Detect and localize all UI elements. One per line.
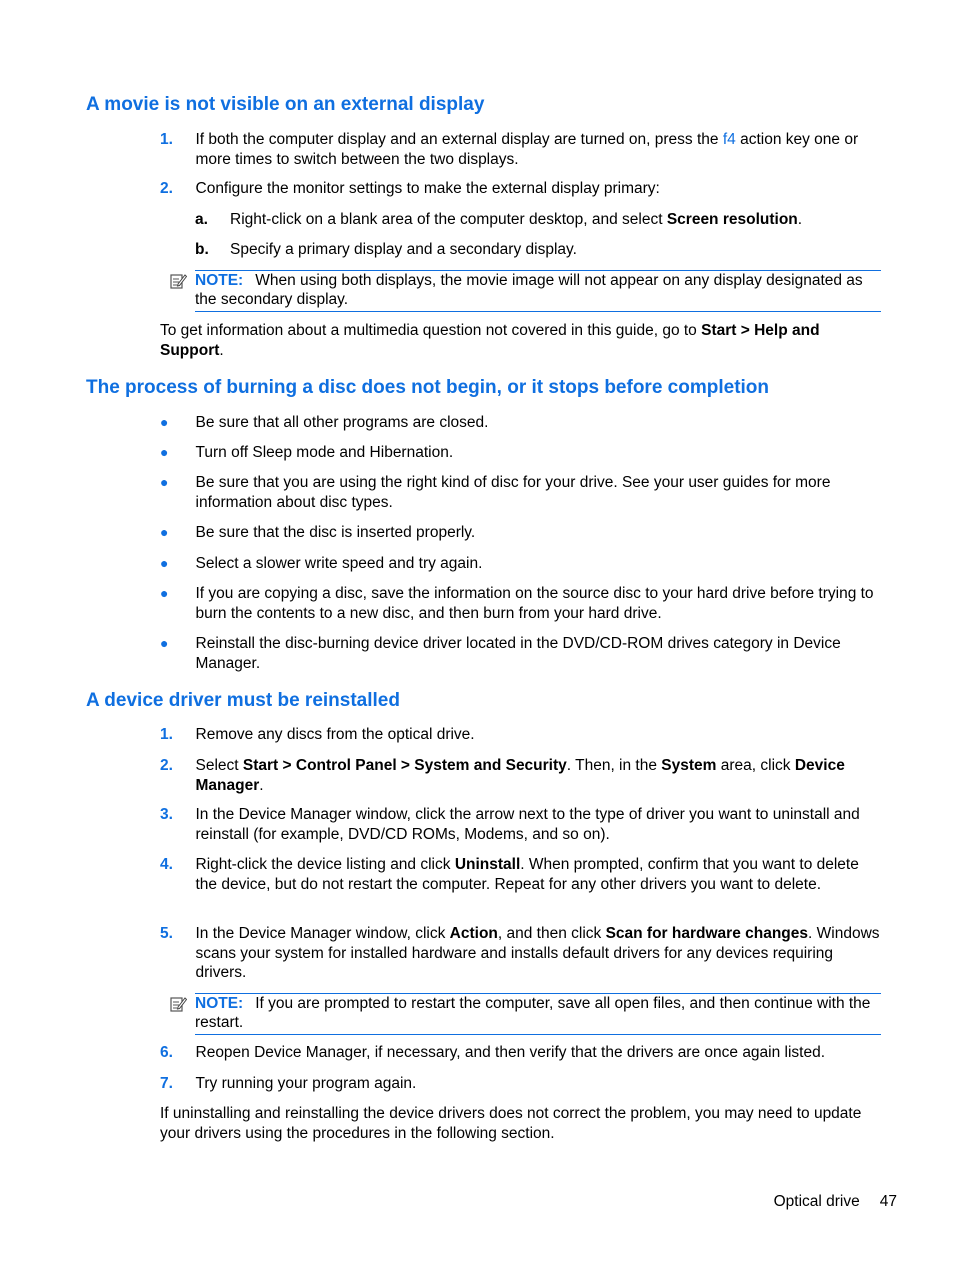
bullet-icon: ●	[160, 474, 169, 490]
bullet-item: ● Turn off Sleep mode and Hibernation.	[160, 444, 454, 461]
step-6: 6. Reopen Device Manager, if necessary, and then verify that the drivers are once again listed.	[160, 1044, 826, 1061]
step-5: 5. In the Device Manager window, click Action, and then click Scan for hardware changes. Windows scans your system for installed hardware and installs default drivers for any devices requiring drivers.	[160, 925, 880, 982]
heading-burning-disc: The process of burning a disc does not begin, or it stops before completion	[86, 377, 770, 398]
bullet-item: ● If you are copying a disc, save the information on the source disc to your hard drive before trying to burn the contents to a new disc, and then burn from your hard drive.	[160, 585, 874, 622]
step-1: 1. Remove any discs from the optical drive.	[160, 726, 475, 743]
bullet-item: ● Be sure that all other programs are closed.	[160, 414, 489, 431]
step-2	[160, 179, 882, 199]
step-number: 1.	[160, 726, 173, 743]
bullet-icon: ●	[160, 635, 169, 651]
step-text: If both the computer display and an external display are turned on, press the f4 action key one or more times to switch between the two displays.	[195, 131, 859, 168]
bullet-icon: ●	[160, 414, 169, 430]
step-number: 5.	[160, 925, 173, 942]
note-text: When using both displays, the movie image will not appear on any display designated as the secondary display.	[195, 272, 863, 309]
substep-text: Specify a primary display and a secondary display.	[230, 241, 577, 258]
substep-text: Right-click on a blank area of the computer desktop, and select Screen resolution.	[230, 211, 803, 228]
substep-a	[195, 210, 885, 230]
bullet-item: ● Reinstall the disc-burning device driver located in the DVD/CD-ROM drives category in Device Manager.	[160, 635, 841, 672]
step-number: 6.	[160, 1044, 173, 1061]
page-footer	[774, 1192, 897, 1212]
help-paragraph: To get information about a multimedia question not covered in this guide, go to Start > Help and Support.	[160, 322, 820, 359]
step-number: 4.	[160, 856, 173, 873]
step-4: 4. Right-click the device listing and click Uninstall. When prompted, confirm that you want to delete the device, but do not restart the computer. Repeat for any other drivers you want to delete.	[160, 856, 859, 893]
closing-paragraph: If uninstalling and reinstalling the device drivers does not correct the problem, you may need to update your drivers using the procedures in the following section.	[160, 1105, 862, 1142]
heading-device-driver: A device driver must be reinstalled	[86, 690, 400, 711]
substep-b	[195, 240, 885, 260]
bullet-icon: ●	[160, 444, 169, 460]
note-label: NOTE:	[195, 995, 244, 1012]
note-pencil-icon	[169, 272, 187, 290]
note-text: If you are prompted to restart the computer, save all open files, and then continue with the restart.	[195, 995, 871, 1032]
step-1	[160, 130, 882, 169]
step-number: 2.	[160, 757, 173, 774]
note-box	[195, 993, 881, 1035]
note-pencil-icon	[169, 995, 187, 1013]
bullet-icon: ●	[160, 524, 169, 540]
bullet-item: ● Be sure that you are using the right kind of disc for your drive. See your user guides for more information about disc types.	[160, 474, 831, 511]
step-text: Configure the monitor settings to make the external display primary:	[195, 180, 660, 197]
step-7: 7. Try running your program again.	[160, 1075, 417, 1092]
substep-label: b.	[195, 241, 209, 258]
note-box	[195, 270, 881, 312]
bullet-icon: ●	[160, 555, 169, 571]
page-number: 47	[879, 1193, 897, 1210]
substep-label: a.	[195, 211, 208, 228]
bullet-item: ● Be sure that the disc is inserted properly.	[160, 524, 476, 541]
footer-section-title: Optical drive	[773, 1193, 860, 1210]
step-3: 3. In the Device Manager window, click the arrow next to the type of driver you want to uninstall and reinstall (for example, DVD/CD ROMs, Modems, and so on).	[160, 806, 860, 843]
step-number: 3.	[160, 806, 173, 823]
note-label: NOTE:	[195, 272, 244, 289]
bullet-icon: ●	[160, 585, 169, 601]
f4-key-reference: f4	[722, 131, 736, 148]
step-2: 2. Select Start > Control Panel > System and Security. Then, in the System area, click Device Manager.	[160, 757, 845, 794]
step-number: 7.	[160, 1075, 173, 1092]
heading-movie-not-visible: A movie is not visible on an external display	[86, 94, 485, 115]
bullet-item: ● Select a slower write speed and try again.	[160, 555, 483, 572]
step-number: 1.	[160, 131, 173, 148]
step-number: 2.	[160, 180, 173, 197]
